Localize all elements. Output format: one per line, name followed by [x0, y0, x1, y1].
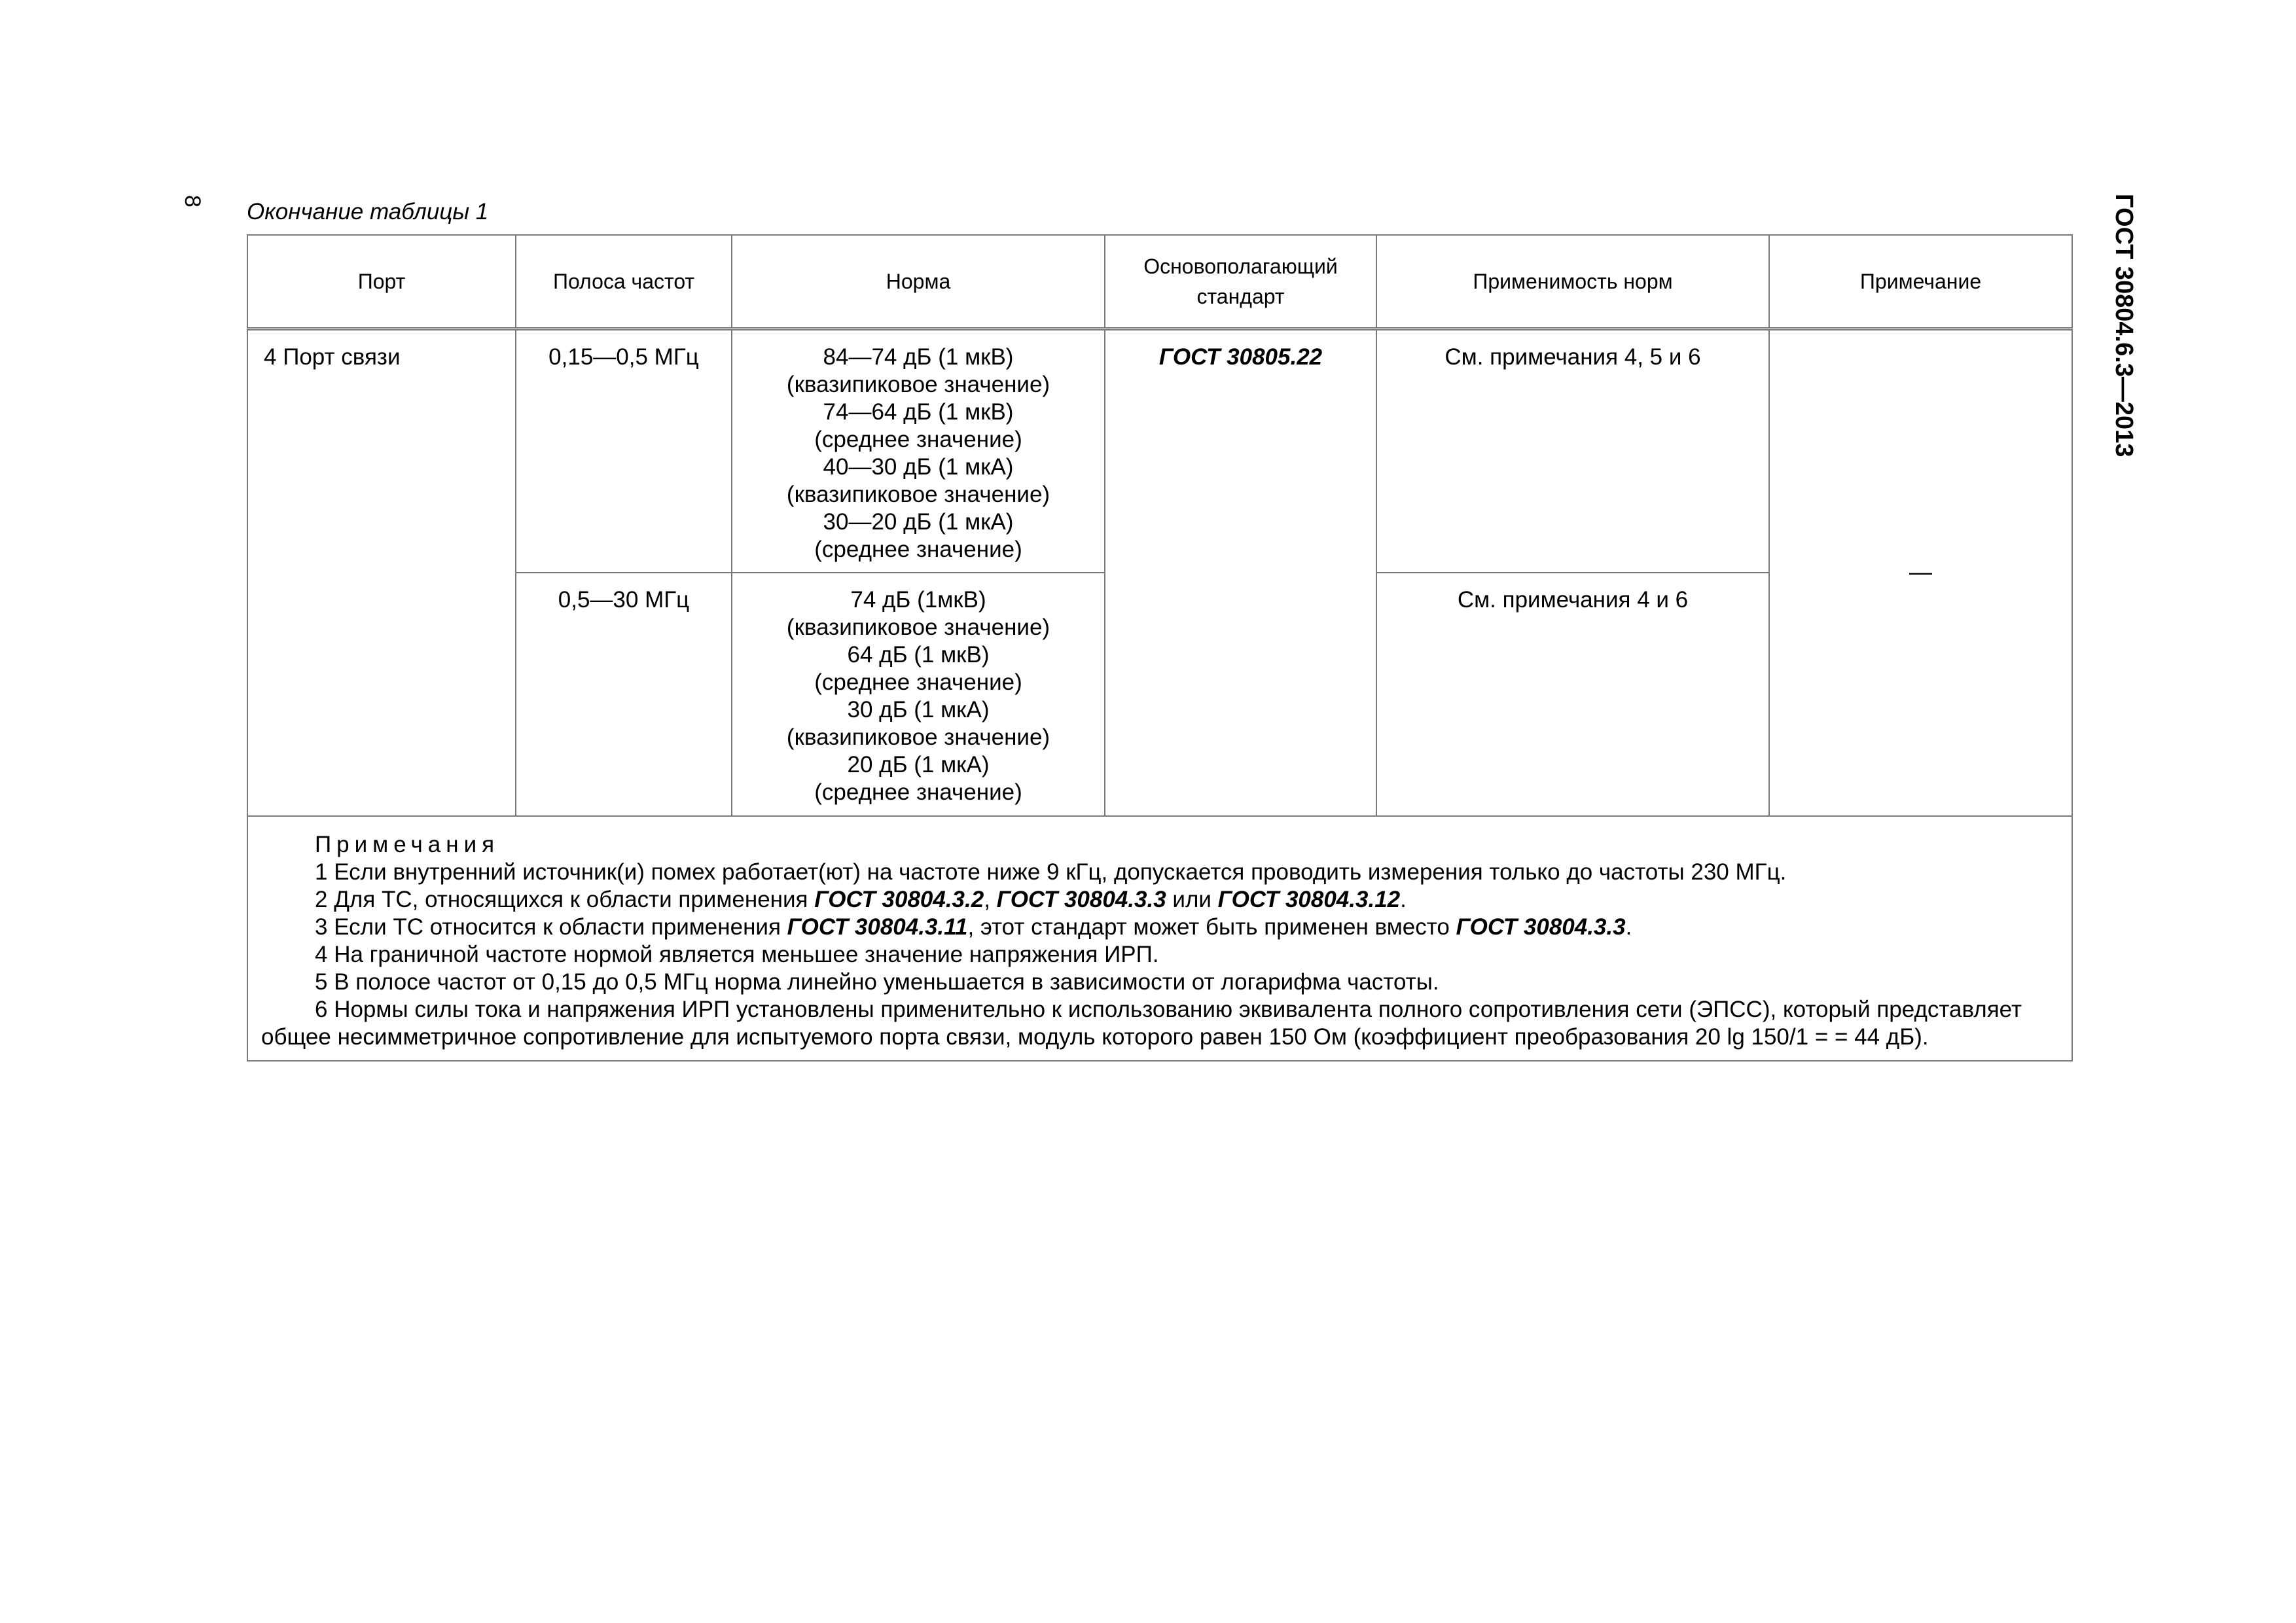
- note-cell: —: [1769, 329, 2072, 816]
- note-1: 1 Если внутренний источник(и) помех работает(ют) на частоте ниже 9 кГц, допускается проводить измерения только до частоты 230 МГц.: [315, 859, 1787, 885]
- note-6: 6 Нормы силы тока и напряжения ИРП установлены применительно к использованию эквивалента полного сопротивления сети (ЭПСС), который представляет общее несимметричное сопротивление для испытуемого порта связи, модуль которого равен 150 Ом (коэффициент преобразования 20 lg 150/1 = = 44 дБ).: [261, 996, 2022, 1050]
- standard-reference: ГОСТ 30804.3.11: [787, 914, 968, 940]
- applicability-cell: См. примечания 4 и 6: [1376, 573, 1769, 816]
- note-3: [261, 914, 2058, 941]
- norm-line: (квазипиковое значение): [786, 724, 1050, 750]
- header-band: Полоса частот: [516, 235, 732, 329]
- port-cell: 4 Порт связи: [247, 329, 516, 816]
- norm-line: 74—64 дБ (1 мкВ): [823, 399, 1014, 425]
- standards-table: [247, 234, 2073, 1061]
- header-norm: Норма: [732, 235, 1105, 329]
- note-4: 4 На граничной частоте нормой является меньшее значение напряжения ИРП.: [315, 941, 1159, 967]
- standard-reference: ГОСТ 30804.3.3: [996, 886, 1166, 912]
- norm-line: (среднее значение): [814, 427, 1022, 452]
- header-note: Примечание: [1769, 235, 2072, 329]
- norm-line: (квазипиковое значение): [786, 372, 1050, 397]
- header-standard: Основополагающий стандарт: [1105, 235, 1376, 329]
- page-number: 8: [179, 195, 205, 207]
- standard-reference: ГОСТ 30804.3.2: [814, 886, 984, 912]
- note-text: .: [1625, 914, 1632, 940]
- note-text: , этот стандарт может быть применен вместо: [967, 914, 1456, 940]
- note-text: .: [1400, 886, 1407, 912]
- note-text: 3 Если ТС относится к области применения: [315, 914, 787, 940]
- note-2: [261, 886, 2058, 914]
- notes-row: [247, 816, 2072, 1061]
- table-caption: Окончание таблицы 1: [247, 199, 489, 224]
- note-text: или: [1166, 886, 1218, 912]
- norm-line: 40—30 дБ (1 мкА): [823, 454, 1014, 480]
- norm-line: (среднее значение): [814, 779, 1022, 805]
- norm-line: (квазипиковое значение): [786, 614, 1050, 640]
- norm-cell: [732, 329, 1105, 573]
- norm-line: 30 дБ (1 мкА): [847, 696, 990, 722]
- norm-line: 84—74 дБ (1 мкВ): [823, 344, 1014, 370]
- notes-title: Примечания: [315, 831, 500, 857]
- standard-reference: ГОСТ 30804.3.12: [1217, 886, 1401, 912]
- norm-line: 20 дБ (1 мкА): [847, 751, 990, 777]
- band-cell: 0,15—0,5 МГц: [516, 329, 732, 573]
- table-header-row: [247, 235, 2072, 329]
- notes-cell: [247, 816, 2072, 1061]
- header-port: Порт: [247, 235, 516, 329]
- note-text: 2 Для ТС, относящихся к области применения: [315, 886, 815, 912]
- norm-line: 74 дБ (1мкВ): [850, 586, 986, 613]
- norm-line: 30—20 дБ (1 мкА): [823, 509, 1014, 535]
- note-5: 5 В полосе частот от 0,15 до 0,5 МГц норма линейно уменьшается в зависимости от логарифма частоты.: [315, 969, 1439, 995]
- norm-line: 64 дБ (1 мкВ): [847, 641, 990, 668]
- table-row: [247, 329, 2072, 573]
- standard-cell: ГОСТ 30805.22: [1105, 329, 1376, 816]
- standard-reference: ГОСТ 30804.3.3: [1456, 914, 1626, 940]
- header-applicability: Применимость норм: [1376, 235, 1769, 329]
- note-text: ,: [984, 886, 997, 912]
- band-cell: 0,5—30 МГц: [516, 573, 732, 816]
- norm-line: (квазипиковое значение): [786, 482, 1050, 507]
- applicability-cell: См. примечания 4, 5 и 6: [1376, 329, 1769, 573]
- document-id: ГОСТ 30804.6.3—2013: [2110, 194, 2138, 457]
- norm-line: (среднее значение): [814, 537, 1022, 562]
- norm-cell: [732, 573, 1105, 816]
- norm-line: (среднее значение): [814, 669, 1022, 695]
